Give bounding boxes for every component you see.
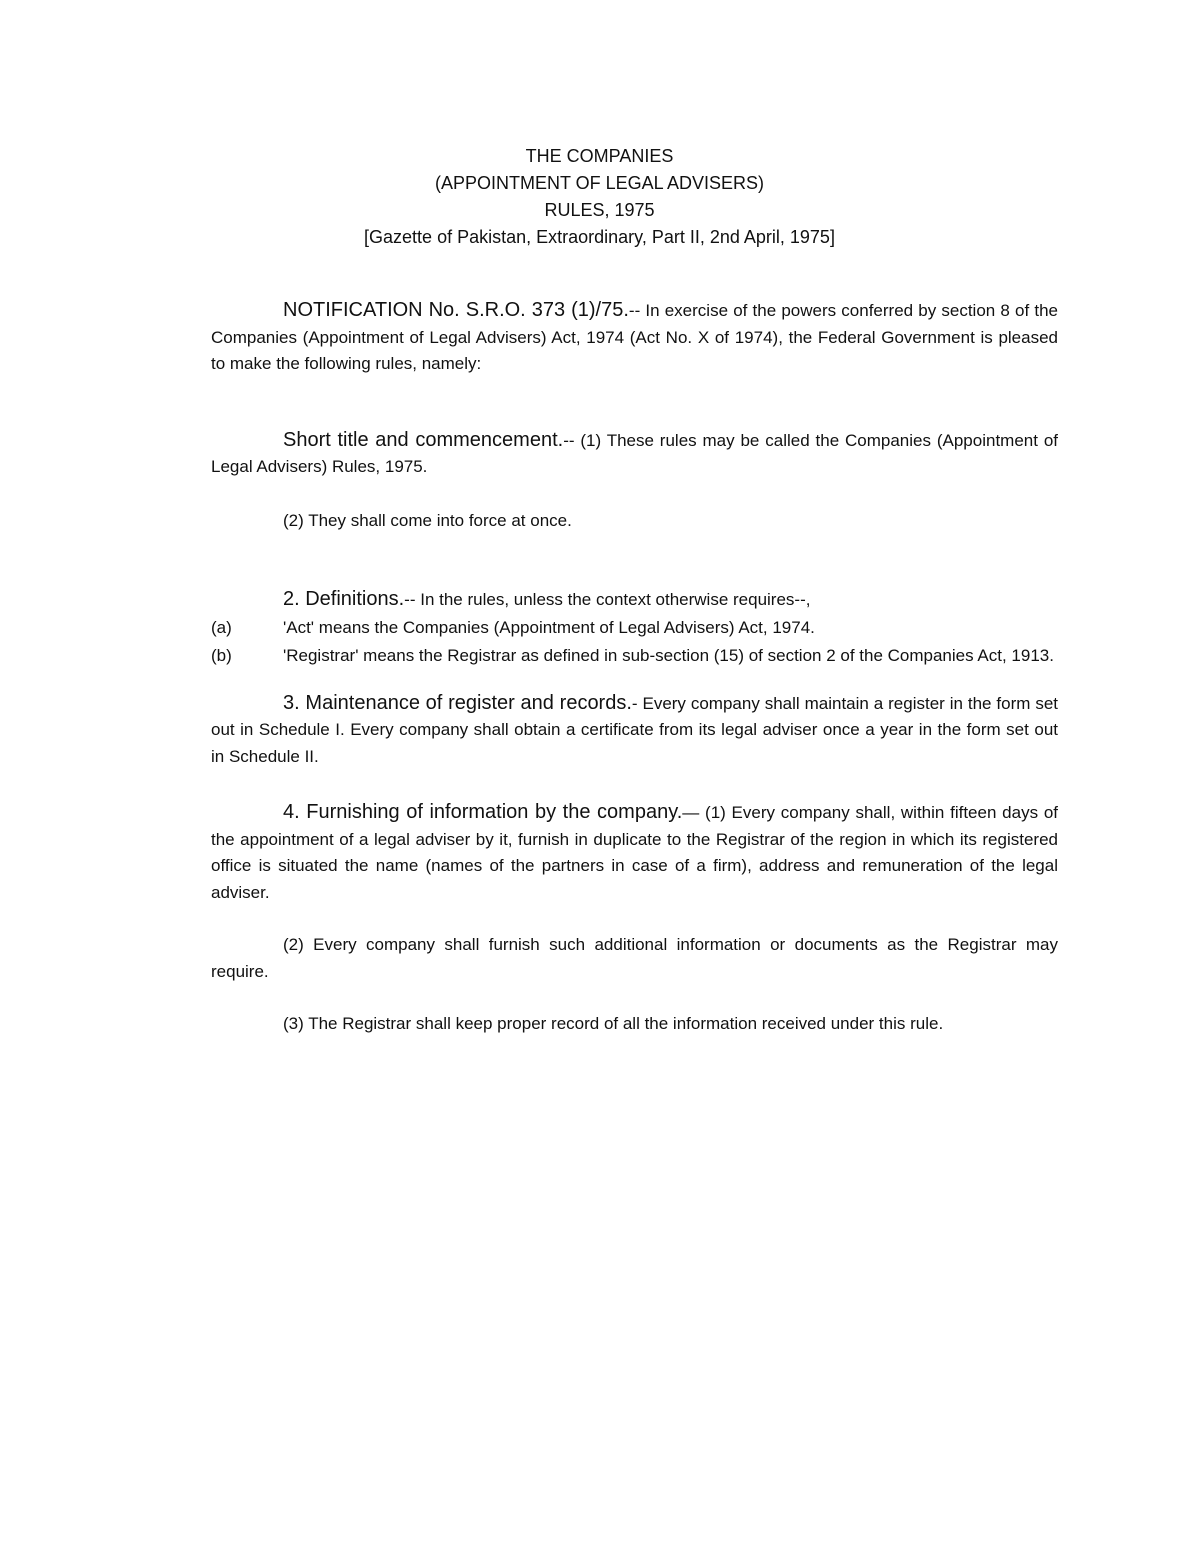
rule-1-paragraph: [211, 427, 1058, 481]
definition-label: (a): [211, 617, 232, 637]
title-line-3: RULES, 1975: [544, 200, 655, 220]
document-header: [141, 143, 1058, 251]
definition-label: (b): [211, 645, 232, 665]
notification-text: -- In exercise of the powers conferred by section 8 of the Companies (Appointment of Legal Advisers) Act, 1974 (Act No. X of 1974), the Federal Government is pleased to make the following rules, namely:: [211, 301, 1058, 373]
definition-text: 'Registrar' means the Registrar as defined in sub-section (15) of section 2 of the Companies Act, 1913.: [283, 645, 1054, 665]
rule-4-heading: 4. Furnishing of information by the company.: [283, 801, 683, 823]
notification-heading: NOTIFICATION No. S.R.O. 373 (1)/75.: [283, 299, 629, 321]
rule-4-subrule-3: (3) The Registrar shall keep proper record of all the information received under this rule.: [283, 1014, 944, 1033]
definition-item: [211, 614, 1058, 642]
definitions-list: [211, 614, 1058, 670]
definition-text: 'Act' means the Companies (Appointment of Legal Advisers) Act, 1974.: [283, 617, 815, 637]
definition-item: [211, 642, 1058, 670]
rule-3-heading: 3. Maintenance of register and records.: [283, 691, 632, 714]
rule-2-text: -- In the rules, unless the context otherwise requires--,: [404, 590, 811, 609]
title-line-2: (APPOINTMENT OF LEGAL ADVISERS): [434, 173, 765, 193]
title-line-1: THE COMPANIES: [525, 146, 674, 166]
rule-3-paragraph: [211, 690, 1058, 771]
rule-1-heading: Short title and commencement.: [283, 428, 564, 451]
rule-2-paragraph: [211, 586, 1058, 614]
rule-2-heading: 2. Definitions.: [283, 588, 405, 610]
rule-1-text: -- (1) These rules may be called the Companies (Appointment of Legal Advisers) Rules, 1975.: [211, 430, 1058, 476]
rule-4-subrule-2: (2) Every company shall furnish such additional information or documents as the Registrar may require.: [211, 935, 1058, 981]
rule-4-text: — (1) Every company shall, within fifteen days of the appointment of a legal adviser by it, furnish in duplicate to the Registrar of the region in which its registered office is situated the name (names of the partners in case of a firm), address and remuneration of the legal adviser.: [211, 803, 1058, 902]
gazette-reference: [Gazette of Pakistan, Extraordinary, Part II, 2nd April, 1975]: [364, 227, 835, 247]
rule-4-paragraph: [211, 799, 1058, 906]
notification-paragraph: [211, 297, 1058, 378]
rule-1-subrule-2: (2) They shall come into force at once.: [283, 510, 572, 530]
rule-3-text: - Every company shall maintain a register in the form set out in Schedule I. Every company shall obtain a certificate from its legal adviser once a year in the form set out in Schedule II.: [211, 693, 1058, 766]
